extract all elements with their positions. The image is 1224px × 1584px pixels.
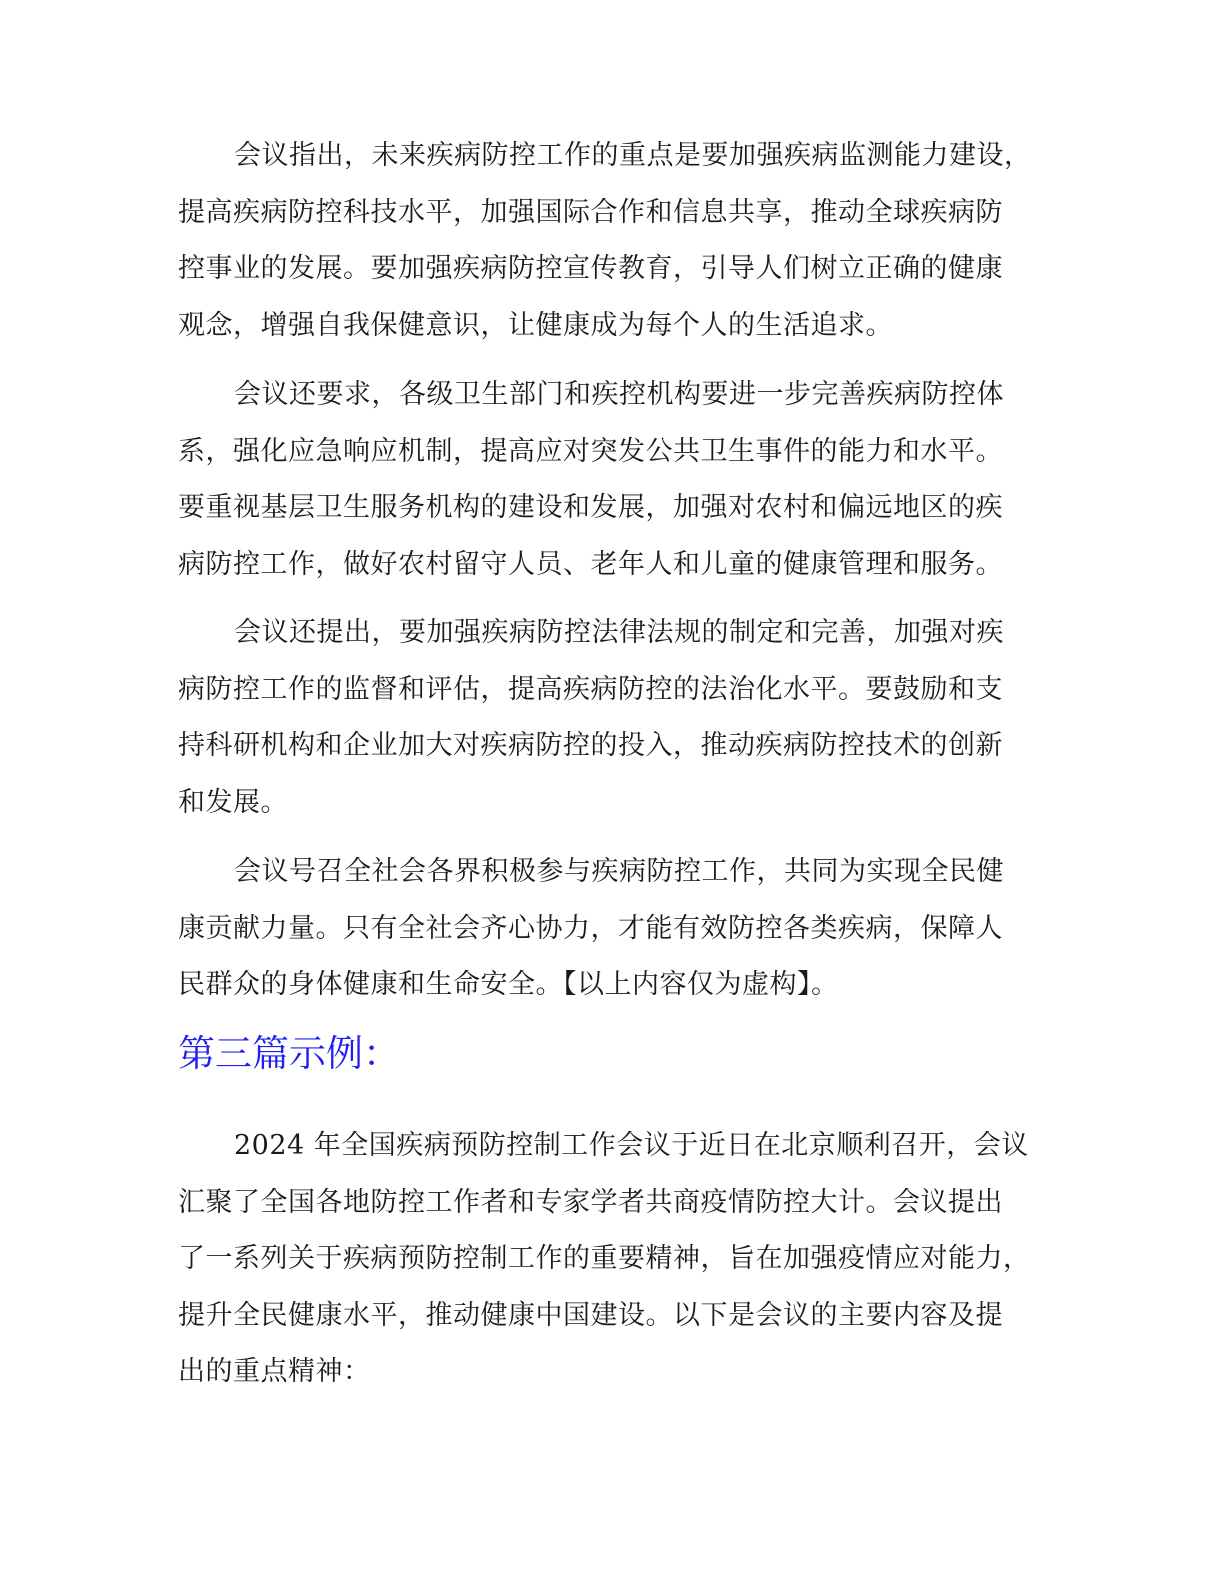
paragraph-line: 康贡献力量。只有全社会齐心协力，才能有效防控各类疾病，保障人 (178, 912, 1003, 944)
paragraph-line: 和发展。 (178, 786, 288, 818)
paragraph-line: 会议指出，未来疾病防控工作的重点是要加强疾病监测能力建设， (234, 140, 1032, 171)
paragraph-line: 提高疾病防控科技水平，加强国际合作和信息共享，推动全球疾病防 (178, 196, 1003, 228)
paragraph-line: 会议还要求，各级卫生部门和疾控机构要进一步完善疾病防控体 (234, 379, 1004, 410)
paragraph-line: 控事业的发展。要加强疾病防控宣传教育，引导人们树立正确的健康 (178, 253, 1003, 284)
paragraph-line: 病防控工作，做好农村留守人员、老年人和儿童的健康管理和服务。 (178, 548, 1003, 580)
paragraph-line: 汇聚了全国各地防控工作者和专家学者共商疫情防控大计。会议提出 (178, 1186, 1003, 1218)
paragraph-meeting-focus (178, 128, 1058, 354)
paragraph-meeting-requirements (178, 367, 1058, 593)
paragraph-line: 系，强化应急响应机制，提高应对突发公共卫生事件的能力和水平。 (178, 435, 1003, 467)
paragraph-line: 观念，增强自我保健意识，让健康成为每个人的生活追求。 (178, 309, 893, 341)
paragraph-line: 会议还提出，要加强疾病防控法律法规的制定和完善，加强对疾 (234, 617, 1004, 648)
paragraph-line: 病防控工作的监督和评估，提高疾病防控的法治化水平。要鼓励和支 (178, 673, 1003, 705)
paragraph-line: 民群众的身体健康和生命安全。【以上内容仅为虚构】。 (178, 969, 839, 1000)
paragraph-line: 会议号召全社会各界积极参与疾病防控工作，共同为实现全民健 (234, 856, 1004, 887)
section-heading: 第三篇示例： (178, 1032, 400, 1075)
paragraph-line: 2024 年全国疾病预防控制工作会议于近日在北京顺利召开，会议 (234, 1130, 1029, 1161)
paragraph-line: 持科研机构和企业加大对疾病防控的投入，推动疾病防控技术的创新 (178, 730, 1003, 761)
paragraph-line: 提升全民健康水平，推动健康中国建设。以下是会议的主要内容及提 (178, 1299, 1003, 1331)
paragraph-intro (178, 1118, 1058, 1401)
paragraph-meeting-legal (178, 605, 1058, 831)
paragraph-line: 要重视基层卫生服务机构的建设和发展，加强对农村和偏远地区的疾 (178, 492, 1003, 523)
paragraph-line: 出的重点精神： (178, 1356, 371, 1387)
paragraph-meeting-call (178, 844, 1058, 1014)
paragraph-line: 了一系列关于疾病预防控制工作的重要精神，旨在加强疫情应对能力， (178, 1243, 1031, 1274)
